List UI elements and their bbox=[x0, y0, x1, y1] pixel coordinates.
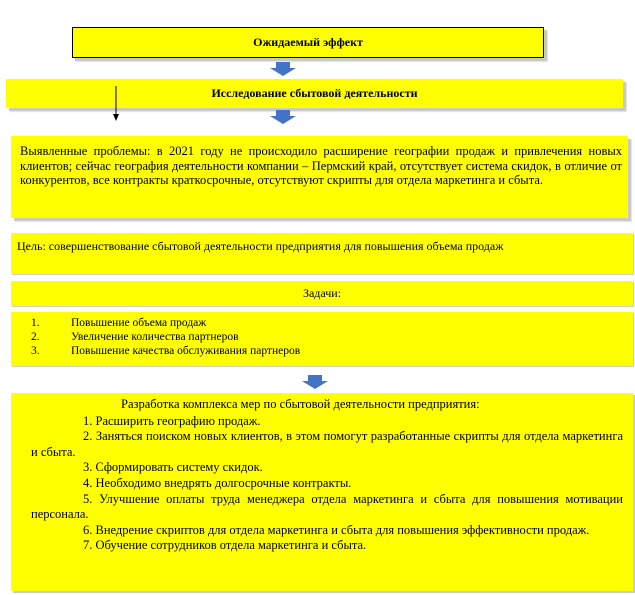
tasks-list bbox=[11, 316, 633, 358]
measure-item: 5. Улучшение оплаты труда менеджера отдела маркетинга и сбыта для повышения мотивации персонала. bbox=[31, 491, 623, 522]
measure-item: 4. Необходимо внедрять долгосрочные контракты. bbox=[83, 475, 352, 490]
measure-item: 1. Расширить географию продаж. bbox=[83, 413, 261, 428]
problems-text: Выявленные проблемы: в 2021 году не происходило расширение географии продаж и привлечения новых клиентов; сейчас география деятельности компании – Пермский край, отсутствует система скидок, в отличие от конкурентов, все контракты краткосрочные, отсутствуют скрипты для отдела маркетинга и сбыта. bbox=[20, 144, 622, 187]
measure-item: 7. Обучение сотрудников отдела маркетинга и сбыта. bbox=[83, 538, 367, 553]
task-item: 2. Увеличение количества партнеров bbox=[31, 331, 239, 343]
down-arrow-1 bbox=[270, 62, 296, 76]
task-item: 3. Повышение качества обслуживания партнеров bbox=[31, 345, 301, 357]
goal-text: Цель: совершенствование сбытовой деятельности предприятия для повышения объема продаж bbox=[17, 239, 504, 253]
down-arrow-3 bbox=[302, 375, 328, 389]
expected-effect-title: Ожидаемый эффект bbox=[253, 35, 363, 49]
research-title: Исследование сбытовой деятельности bbox=[211, 86, 418, 100]
side-connector-arrow bbox=[111, 86, 121, 122]
tasks-title-box bbox=[11, 281, 633, 306]
measures-title: Разработка комплекса мер по сбытовой деятельности предприятия: bbox=[121, 397, 480, 411]
measures-box bbox=[11, 393, 633, 591]
measure-item: 2. Заняться поиском новых клиентов, в этом помогут разработанные скрипты для отдела маркетинга и сбыта. bbox=[31, 429, 623, 459]
task-item: 1. Повышение объема продаж bbox=[31, 317, 207, 329]
down-arrow-2 bbox=[270, 110, 296, 124]
tasks-title: Задачи: bbox=[302, 286, 342, 300]
tasks-list-box bbox=[11, 312, 633, 366]
measure-item: 6. Внедрение скриптов для отдела маркетинга и сбыта для повышения эффективности продаж. bbox=[83, 522, 590, 537]
problems-box bbox=[11, 136, 628, 218]
goal-box bbox=[11, 233, 633, 274]
measure-item: 3. Сформировать систему скидок. bbox=[83, 460, 263, 475]
expected-effect-box bbox=[72, 27, 544, 58]
research-box bbox=[6, 79, 623, 108]
